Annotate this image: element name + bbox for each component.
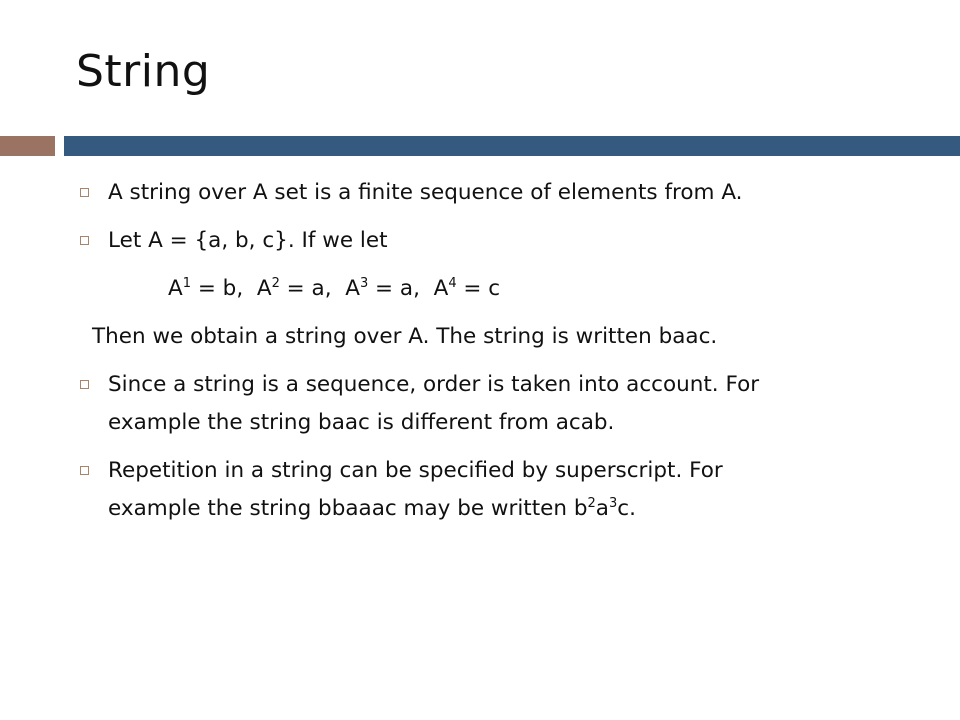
equation-term-1: $A^1 = b$, (168, 276, 244, 301)
hollow-square-bullet-icon (80, 236, 89, 245)
equation-term-4: $A^4 = c$ (433, 276, 501, 301)
title-rule-accent-left (0, 136, 55, 156)
superscript-3: 3 (608, 496, 618, 511)
title-rule-accent-right (64, 136, 960, 156)
hollow-square-bullet-icon (80, 466, 89, 475)
bullet-2-text: Let A = {a, b, c}. If we let (108, 228, 388, 253)
bullet-1-text: A string over A set is a finite sequence of elements from A. (108, 180, 743, 205)
bullet-4-text-line-1: Repetition in a string can be specified by superscript. For (108, 458, 723, 483)
equation-term-2: $A^2 = a$, (256, 276, 332, 301)
equation-line (168, 274, 500, 304)
bullet-3-text-line-2: example the string baac is different from acab. (108, 410, 615, 435)
equation-term-3: $A^3 = a$, (345, 276, 420, 301)
hollow-square-bullet-icon (80, 188, 89, 197)
continuation-text: Then we obtain a string over A. The string is written baac. (92, 324, 718, 349)
bullet-4-text-line-2: example the string bbaaac may be written $b^2a^3c$. (108, 496, 636, 521)
slide-title: String (76, 46, 211, 97)
hollow-square-bullet-icon (80, 380, 89, 389)
bullet-3-text-line-1: Since a string is a sequence, order is taken into account. For (108, 372, 760, 397)
superscript-2: 2 (587, 496, 596, 511)
